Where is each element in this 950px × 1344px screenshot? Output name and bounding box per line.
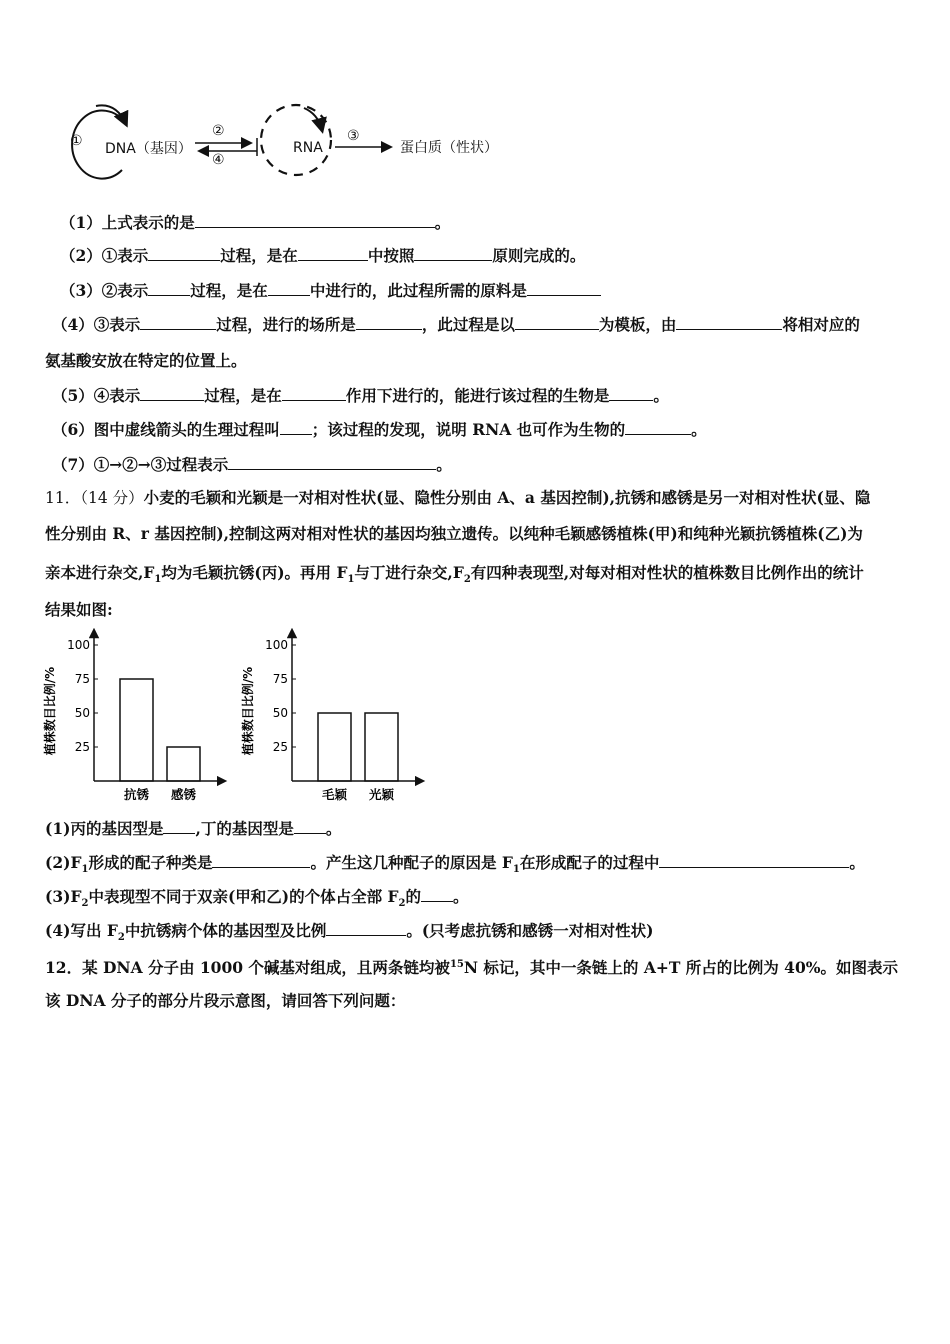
y-tick-label: 75 [272,672,288,686]
dna-label: DNA（基因） [105,141,192,157]
chart-glume-type [240,625,430,805]
blank [195,212,435,228]
rna-replication-arrow [304,108,322,130]
q11-answer-2: $(2)F_1$形成的配子种类是 。产生这几种配子的原因是 $F_1$在形成配子的过程中 。 [45,853,865,876]
protein-label: 蛋白质（性状） [400,140,498,156]
q10-item-4-cont: 氨基酸安放在特定的位置上。 [45,351,247,370]
y-tick-label: 25 [272,740,288,754]
q10-item-1: （1）上式表示的是 。 [60,213,451,232]
q11-answer-1: (1)丙的基因型是 ,丁的基因型是 。 [45,819,342,838]
circled-1: ① [70,133,83,149]
x-tick-label: 感锈 [170,787,197,802]
circled-2: ② [212,123,225,139]
y-tick-label: 100 [67,638,90,652]
q10-item-4: （4）③表示 过程，进行的场所是 ，此过程是以 为模板，由 将相对应的 [52,315,860,334]
y-axis-label: 植株数目比例/% [241,666,255,756]
x-tick-label: 抗锈 [123,787,150,802]
q10-item-7: （7）①→②→③过程表示 。 [52,455,452,474]
rna-label: RNA [293,140,323,156]
bar-1 [120,679,153,781]
replication-arrow [96,105,126,124]
q10-item-6: （6）图中虚线箭头的生理过程叫 ；该过程的发现，说明 RNA 也可作为生物的 。 [52,420,707,439]
q11-para-3: 亲本进行杂交$,F_1$均为毛颖抗锈(丙)。再用 $F_1$与丁进行杂交$,F_2$有四种表现型,对每对相对性状的植株数目比例作出的统计 [45,563,864,586]
q11-answer-4: (4)写出 $F_2$中抗锈病个体的基因型及比例 。(只考虑抗锈和感锈一对相对性状) [45,921,654,944]
y-tick-label: 75 [74,672,90,686]
y-axis-label: 植株数目比例/% [43,666,57,756]
q12-para-2: 该 DNA 分子的部分片段示意图，请回答下列问题： [45,991,406,1010]
y-tick-label: 100 [265,638,288,652]
q10-item-2: （2）①表示 过程，是在 中按照 原则完成的。 [60,246,586,265]
y-tick-label: 25 [74,740,90,754]
y-tick-label: 50 [272,706,288,720]
q12-para-1: 12．某 DNA 分子由 1000 个碱基对组成，且两条链均被$^{15}$N 标记，其中一条链上的 A+T 所占的比例为 40%。如图表示 [45,958,898,978]
circled-3: ③ [347,128,360,144]
chart-rust-resistance [42,625,232,805]
q11-para-2: 性分别由 R、r 基因控制),控制这两对相对性状的基因均独立遗传。以纯种毛颖感锈植株(甲)和纯种光颖抗锈植株(乙)为 [45,524,863,543]
bar-2 [365,713,398,781]
bar-2 [167,747,200,781]
q11-answer-3: $(3)F_2$中表现型不同于双亲(甲和乙)的个体占全部 $F_2$的 。 [45,887,469,910]
q11-para-1: 11．（14 分）小麦的毛颖和光颖是一对相对性状(显、隐性分别由 A、a 基因控制),抗锈和感锈是另一对相对性状(显、隐 [45,488,871,507]
y-tick-label: 50 [74,706,90,720]
central-dogma-diagram [60,100,520,185]
q10-item-3: （3）②表示 过程，是在 中进行的，此过程所需的原料是 [60,280,601,301]
q10-item-5: （5）④表示 过程，是在 作用下进行的，能进行该过程的生物是 。 [52,386,669,405]
bar-1 [318,713,351,781]
q11-para-4: 结果如图: [45,600,113,619]
x-tick-label: 光颖 [368,787,395,802]
circled-4: ④ [212,152,225,168]
x-tick-label: 毛颖 [321,787,348,802]
